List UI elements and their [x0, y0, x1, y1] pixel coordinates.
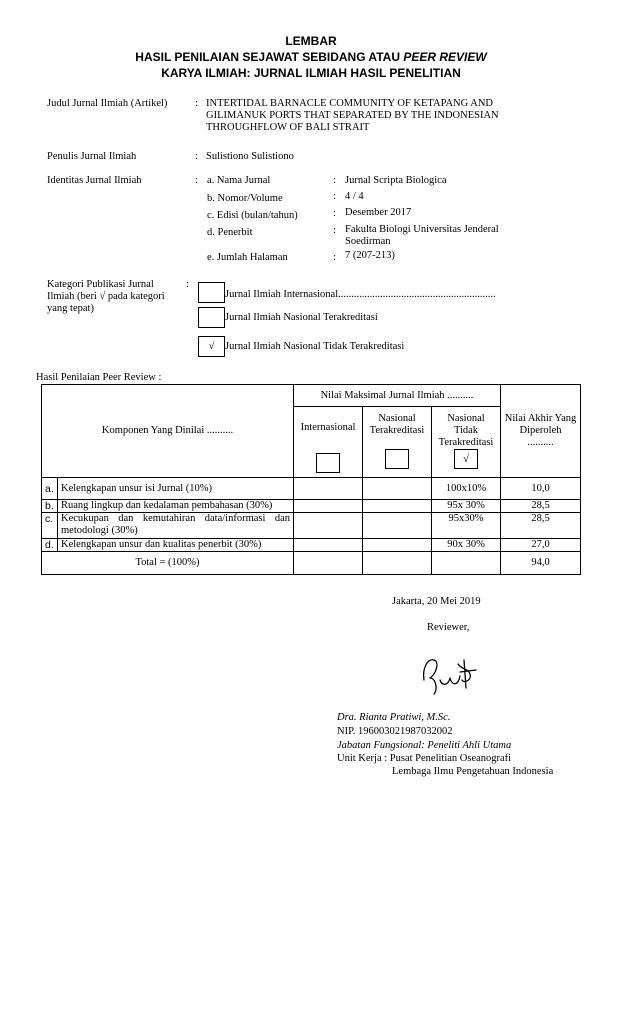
review-table: [41, 384, 581, 575]
reviewer-unit: Unit Kerja : Pusat Penelitian Oseanografi: [337, 753, 512, 764]
row-nasional: [363, 500, 432, 513]
table-row: [42, 478, 581, 500]
row-internasional: [294, 539, 363, 552]
identitas-key: a. Nama Jurnal: [207, 175, 271, 186]
reviewer-name: Dra. Rianta Pratiwi, M.Sc.: [337, 712, 451, 723]
identitas-value: Fakulta Biologi Universitas Jenderal Soedirman: [345, 224, 499, 247]
header-komponen: Komponen Yang Dinilai ..........: [42, 385, 294, 478]
identitas-colon: :: [333, 208, 336, 219]
row-komponen: Kelengkapan unsur dan kualitas penerbit (30%): [58, 539, 294, 552]
kategori-checkbox[interactable]: √: [198, 336, 225, 357]
judul-value: INTERTIDAL BARNACLE COMMUNITY OF KETAPANG AND GILIMANUK PORTS THAT SEPARATED BY THE INDONESIAN THROUGHFLOW OF BALI STRAIT: [206, 98, 499, 133]
total-nasional-tidak: [432, 552, 501, 575]
header-internasional-label: Internasional: [300, 422, 356, 433]
table-row: [42, 500, 581, 513]
identitas-colon: :: [333, 252, 336, 263]
identitas-colon: :: [195, 175, 198, 186]
table-row: [42, 539, 581, 552]
doc-title-line2-text: HASIL PENILAIAN SEJAWAT SEBIDANG ATAU: [135, 50, 404, 64]
nasional-checkbox[interactable]: [385, 449, 409, 469]
header-internasional: [294, 407, 363, 478]
review-caption: Hasil Penilaian Peer Review :: [36, 372, 162, 383]
row-internasional: [294, 500, 363, 513]
header-nasional-label: Nasional Terakreditasi: [369, 413, 425, 436]
signature-image: [418, 650, 480, 698]
row-nasional: [363, 478, 432, 500]
total-label: Total = (100%): [42, 552, 294, 575]
internasional-checkbox[interactable]: [316, 453, 340, 473]
kategori-colon: :: [186, 279, 189, 290]
doc-title-line3: KARYA ILMIAH: JURNAL ILMIAH HASIL PENELITIAN: [161, 66, 461, 80]
header-nilai-maksimal: Nilai Maksimal Jurnal Ilmiah ..........: [294, 385, 501, 407]
row-nasional: [363, 539, 432, 552]
kategori-checkbox[interactable]: [198, 282, 225, 303]
row-letter: d.: [42, 539, 58, 552]
identitas-key: b. Nomor/Volume: [207, 193, 283, 204]
row-komponen: Kelengkapan unsur isi Jurnal (10%): [58, 478, 294, 500]
row-max: 90x 30%: [432, 539, 501, 552]
kategori-checkbox[interactable]: [198, 307, 225, 328]
row-akhir: 10,0: [501, 478, 581, 500]
header-nilai-akhir: [501, 385, 581, 478]
header-nilai-akhir-label: Nilai Akhir Yang Diperoleh: [504, 413, 577, 436]
total-nasional: [363, 552, 432, 575]
header-nasional: [363, 407, 432, 478]
row-akhir: 27,0: [501, 539, 581, 552]
reviewer-nip: NIP. 196003021987032002: [337, 726, 453, 737]
reviewer-unit-institution: Lembaga Ilmu Pengetahuan Indonesia: [392, 766, 554, 777]
row-komponen: Ruang lingkup dan kedalaman pembahasan (30%): [58, 500, 294, 513]
penulis-label: Penulis Jurnal Ilmiah: [47, 151, 137, 162]
identitas-value: Jurnal Scripta Biologica: [345, 175, 447, 186]
judul-label: Judul Jurnal Ilmiah (Artikel): [47, 98, 168, 109]
penulis-colon: :: [195, 151, 198, 162]
row-max: 100x10%: [432, 478, 501, 500]
identitas-key: e. Jumlah Halaman: [207, 252, 288, 263]
row-letter: c.: [42, 513, 58, 539]
row-letter: a.: [42, 478, 58, 500]
row-akhir: 28,5: [501, 513, 581, 539]
penulis-value: Sulistiono Sulistiono: [206, 151, 294, 162]
doc-title-line2-italic: PEER REVIEW: [403, 50, 487, 64]
reviewer-jabatan: Jabatan Fungsional: Peneliti Ahli Utama: [337, 740, 512, 751]
row-internasional: [294, 513, 363, 539]
row-internasional: [294, 478, 363, 500]
identitas-key: c. Edisi (bulan/tahun): [207, 210, 298, 221]
doc-title-line2: [0, 50, 622, 64]
nasional-tidak-checkbox[interactable]: √: [454, 449, 478, 469]
identitas-colon: :: [333, 175, 336, 186]
place-date: Jakarta, 20 Mei 2019: [392, 596, 481, 607]
doc-title-line1: LEMBAR: [285, 34, 337, 48]
header-nasional-tidak: [432, 407, 501, 478]
identitas-value: 7 (207-213): [345, 250, 395, 261]
identitas-value: Desember 2017: [345, 207, 412, 218]
table-row-total: [42, 552, 581, 575]
identitas-label: Identitas Jurnal Ilmiah: [47, 175, 142, 186]
kategori-option: Jurnal Ilmiah Internasional............................................................: [225, 289, 496, 300]
row-nasional: [363, 513, 432, 539]
identitas-colon: :: [333, 225, 336, 236]
identitas-key: d. Penerbit: [207, 227, 253, 238]
row-max: 95x30%: [432, 513, 501, 539]
row-akhir: 28,5: [501, 500, 581, 513]
kategori-option: Jurnal Ilmiah Nasional Terakreditasi: [225, 312, 378, 323]
row-max: 95x 30%: [432, 500, 501, 513]
header-nasional-tidak-label: Nasional Tidak Terakreditasi: [438, 413, 494, 448]
identitas-colon: :: [333, 191, 336, 202]
kategori-label: Kategori Publikasi Jurnal Ilmiah (beri √ pada kategori yang tepat): [47, 279, 165, 314]
identitas-value: 4 / 4: [345, 191, 364, 202]
table-row: [42, 513, 581, 539]
kategori-option: Jurnal Ilmiah Nasional Tidak Terakreditasi: [225, 341, 405, 352]
row-letter: b.: [42, 500, 58, 513]
total-internasional: [294, 552, 363, 575]
judul-colon: :: [195, 98, 198, 109]
total-value: 94,0: [501, 552, 581, 575]
header-nilai-akhir-dots: ..........: [527, 437, 554, 448]
row-komponen: Kecukupan dan kemutahiran data/informasi dan metodologi (30%): [58, 513, 294, 539]
reviewer-label: Reviewer,: [427, 622, 470, 633]
